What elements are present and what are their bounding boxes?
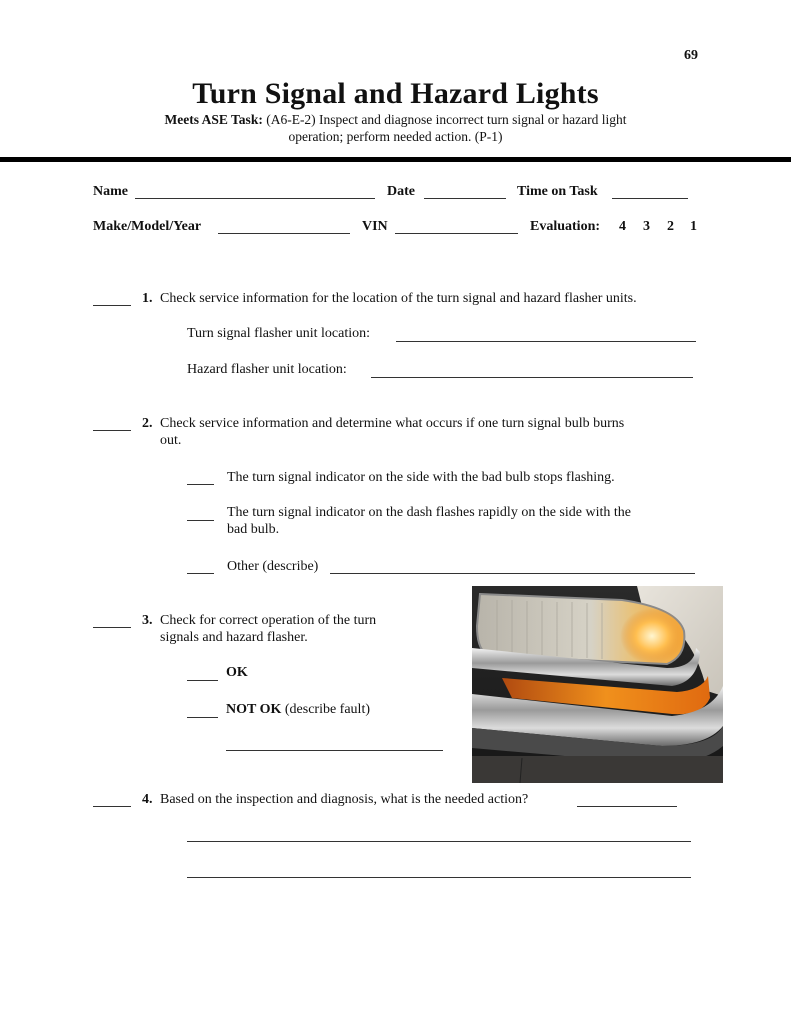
step-3-text-line-2: signals and hazard flasher. [160, 630, 308, 645]
step-3-ok-label: OK [226, 665, 248, 680]
step-4-action-field-3[interactable] [187, 877, 691, 878]
step-2-option-2-text-line-1: The turn signal indicator on the dash flashes rapidly on the side with the [227, 505, 631, 520]
step-3-not-ok-blank[interactable] [187, 717, 218, 718]
step-2-option-3-text: Other (describe) [227, 559, 319, 574]
turn-signal-photo-image [472, 586, 723, 783]
ase-task-line-2: operation; perform needed action. (P-1) [288, 129, 503, 144]
name-label: Name [93, 184, 128, 199]
hazard-flasher-location-field[interactable] [371, 377, 693, 378]
step-2-option-2-blank[interactable] [187, 520, 214, 521]
evaluation-score-1[interactable]: 1 [690, 219, 697, 234]
step-3-text-line-1: Check for correct operation of the turn [160, 613, 377, 628]
step-4-number: 4. [142, 792, 153, 807]
turn-signal-flasher-location-label: Turn signal flasher unit location: [187, 326, 371, 341]
time-on-task-label: Time on Task [517, 184, 598, 199]
step-2-option-2-text-line-2: bad bulb. [227, 522, 280, 537]
evaluation-label: Evaluation: [530, 219, 601, 234]
not-ok-text: NOT OK [226, 702, 282, 717]
time-on-task-field[interactable] [612, 198, 688, 199]
step-1-number: 1. [142, 291, 153, 306]
page-number: 69 [684, 48, 698, 63]
vin-field[interactable] [395, 233, 518, 234]
evaluation-score-2[interactable]: 2 [667, 219, 674, 234]
step-4-text: Based on the inspection and diagnosis, what is the needed action? [160, 792, 529, 807]
step-1-text: Check service information for the location of the turn signal and hazard flasher units. [160, 291, 637, 306]
step-2-option-3-blank[interactable] [187, 573, 214, 574]
step-1-check-blank[interactable] [93, 305, 131, 306]
turn-signal-photo [472, 586, 723, 783]
ase-task-text-1: (A6-E-2) Inspect and diagnose incorrect turn signal or hazard light [266, 112, 627, 127]
step-2-text-line-1: Check service information and determine what occurs if one turn signal bulb burns [160, 416, 625, 431]
step-2-check-blank[interactable] [93, 430, 131, 431]
step-3-number: 3. [142, 613, 153, 628]
step-2-option-1-blank[interactable] [187, 484, 214, 485]
vin-label: VIN [362, 219, 388, 234]
step-3-fault-description-field[interactable] [226, 750, 443, 751]
describe-fault-text: (describe fault) [281, 702, 370, 717]
ase-task-line-1 [0, 112, 791, 128]
evaluation-score-4[interactable]: 4 [619, 219, 626, 234]
make-model-year-label: Make/Model/Year [93, 219, 202, 234]
step-2-other-describe-field[interactable] [330, 573, 695, 574]
ase-task-label: Meets ASE Task: [164, 112, 263, 127]
evaluation-score-3[interactable]: 3 [643, 219, 650, 234]
page-title: Turn Signal and Hazard Lights [192, 77, 599, 110]
step-3-ok-blank[interactable] [187, 680, 218, 681]
make-model-year-field[interactable] [218, 233, 350, 234]
step-2-option-1-text: The turn signal indicator on the side with the bad bulb stops flashing. [227, 470, 615, 485]
hazard-flasher-location-label: Hazard flasher unit location: [187, 362, 347, 377]
step-2-text-line-2: out. [160, 433, 182, 448]
step-2-number: 2. [142, 416, 153, 431]
date-field[interactable] [424, 198, 506, 199]
step-3-check-blank[interactable] [93, 627, 131, 628]
step-4-check-blank[interactable] [93, 806, 131, 807]
name-field[interactable] [135, 198, 375, 199]
header-divider [0, 157, 791, 162]
step-4-action-field-2[interactable] [187, 841, 691, 842]
step-3-not-ok-label [226, 702, 370, 718]
step-4-action-field-1[interactable] [577, 806, 677, 807]
date-label: Date [387, 184, 415, 199]
turn-signal-flasher-location-field[interactable] [396, 341, 696, 342]
